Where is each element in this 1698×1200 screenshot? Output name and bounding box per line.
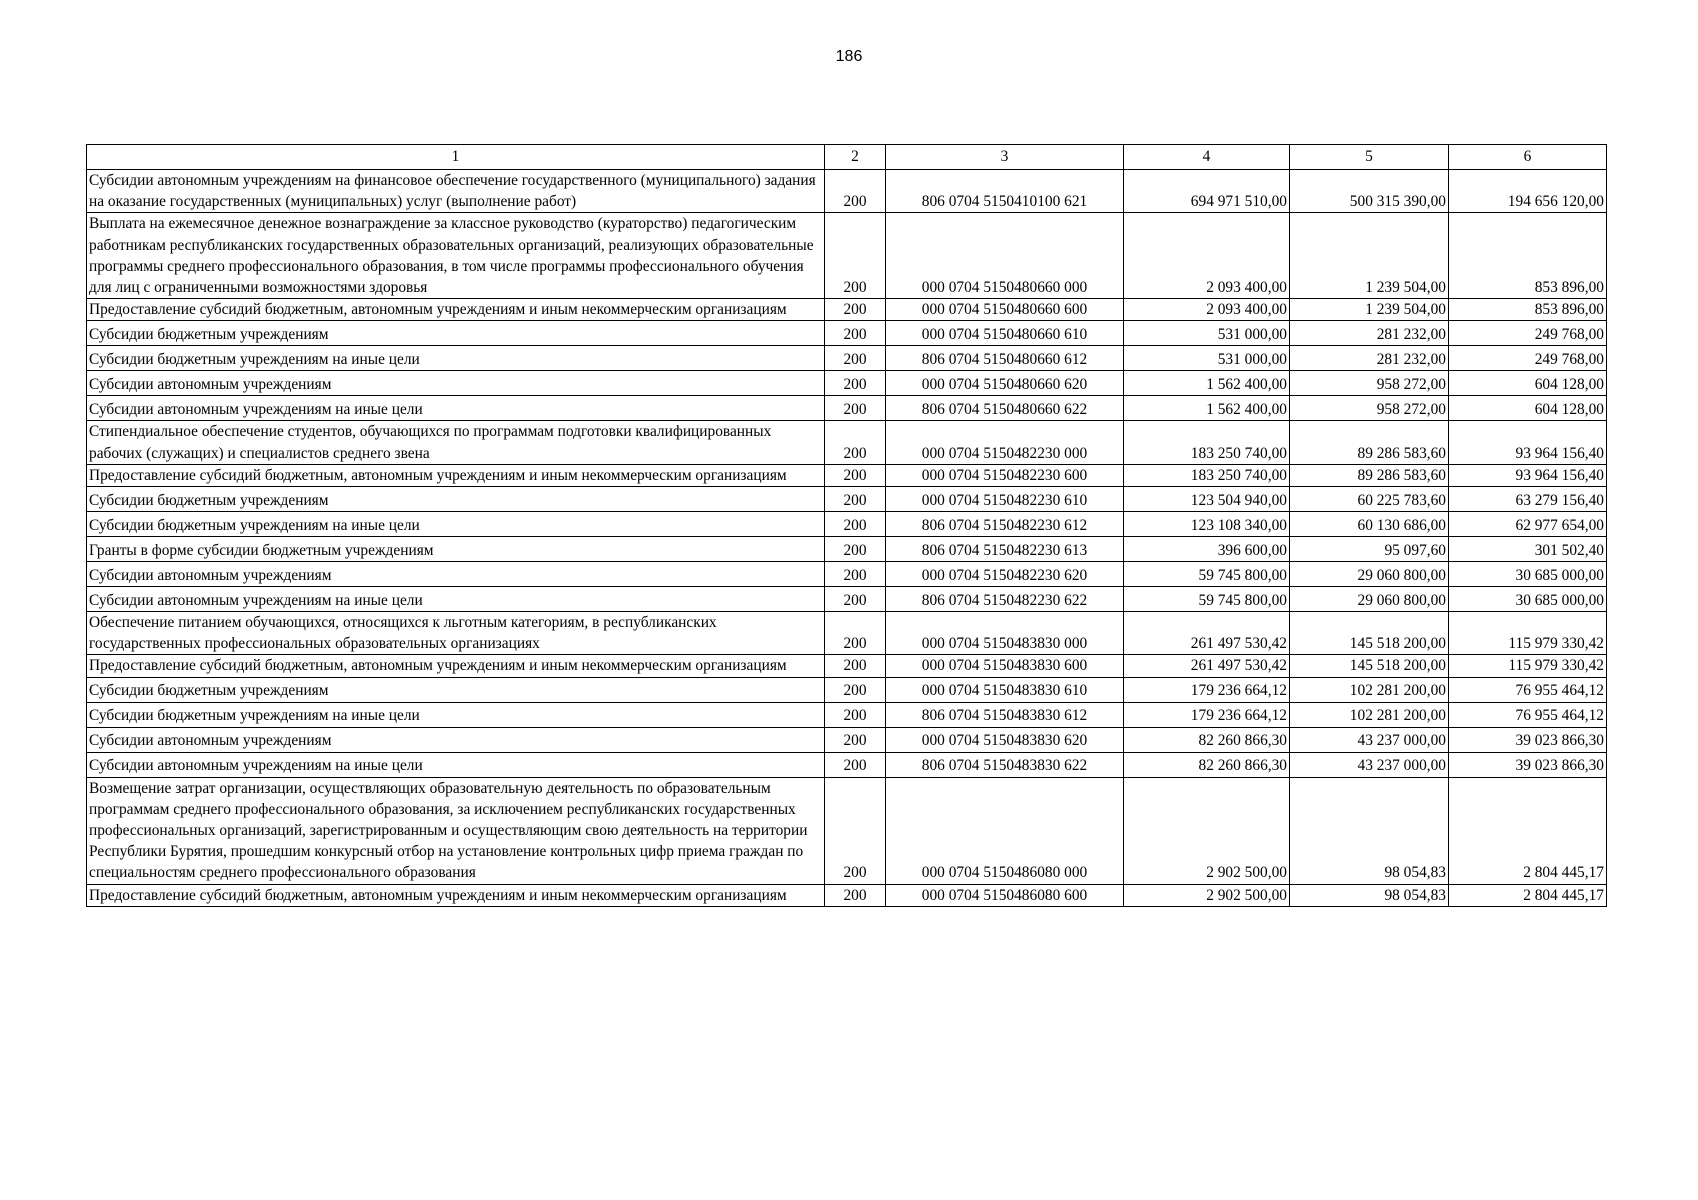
row-name-cell: Субсидии автономным учреждениям на иные цели — [87, 587, 825, 612]
row-amount-col6-cell: 604 128,00 — [1449, 371, 1607, 396]
row-amount-col4-cell: 261 497 530,42 — [1124, 655, 1290, 677]
row-amount-col5-cell: 958 272,00 — [1290, 396, 1449, 421]
row-amount-col4-cell: 59 745 800,00 — [1124, 587, 1290, 612]
row-amount-col6-cell: 194 656 120,00 — [1449, 170, 1607, 213]
row-code-cell: 806 0704 5150480660 612 — [886, 346, 1124, 371]
row-amount-col6-cell: 63 279 156,40 — [1449, 487, 1607, 512]
row-code-cell: 000 0704 5150480660 000 — [886, 213, 1124, 299]
row-amount-col6-cell: 76 955 464,12 — [1449, 677, 1607, 702]
row-amount-col4-cell: 123 108 340,00 — [1124, 512, 1290, 537]
row-amount-col4-cell: 183 250 740,00 — [1124, 464, 1290, 486]
table-row — [87, 321, 1607, 346]
row-chapter-cell: 200 — [825, 884, 886, 906]
table-row — [87, 512, 1607, 537]
row-code-cell: 000 0704 5150480660 600 — [886, 299, 1124, 321]
row-amount-col4-cell: 261 497 530,42 — [1124, 612, 1290, 655]
row-name-cell: Выплата на ежемесячное денежное вознаграждение за классное руководство (кураторство) педагогическим работникам республиканских государственных образовательных организаций, реализующих образовательные программы среднего профессионального образования, в том числе программы профессионального обучения для лиц с ограниченными возможностями здоровья — [87, 213, 825, 299]
row-name-cell: Субсидии бюджетным учреждениям на иные цели — [87, 512, 825, 537]
table-row — [87, 464, 1607, 486]
row-amount-col5-cell: 89 286 583,60 — [1290, 464, 1449, 486]
table-row — [87, 752, 1607, 777]
column-header-4: 4 — [1124, 145, 1290, 170]
row-amount-col5-cell: 500 315 390,00 — [1290, 170, 1449, 213]
row-amount-col6-cell: 2 804 445,17 — [1449, 777, 1607, 884]
row-amount-col4-cell: 179 236 664,12 — [1124, 702, 1290, 727]
table-row — [87, 537, 1607, 562]
row-name-cell: Гранты в форме субсидии бюджетным учреждениям — [87, 537, 825, 562]
row-code-cell: 806 0704 5150410100 621 — [886, 170, 1124, 213]
row-amount-col6-cell: 93 964 156,40 — [1449, 421, 1607, 464]
table-row — [87, 777, 1607, 884]
row-chapter-cell: 200 — [825, 396, 886, 421]
row-code-cell: 000 0704 5150486080 600 — [886, 884, 1124, 906]
row-code-cell: 000 0704 5150482230 610 — [886, 487, 1124, 512]
row-name-cell: Субсидии автономным учреждениям на финансовое обеспечение государственного (муниципального) задания на оказание государственных (муниципальных) услуг (выполнение работ) — [87, 170, 825, 213]
row-amount-col4-cell: 694 971 510,00 — [1124, 170, 1290, 213]
row-amount-col5-cell: 98 054,83 — [1290, 884, 1449, 906]
row-amount-col6-cell: 115 979 330,42 — [1449, 612, 1607, 655]
row-amount-col5-cell: 102 281 200,00 — [1290, 677, 1449, 702]
row-amount-col4-cell: 2 093 400,00 — [1124, 299, 1290, 321]
row-chapter-cell: 200 — [825, 487, 886, 512]
row-amount-col4-cell: 2 093 400,00 — [1124, 213, 1290, 299]
row-name-cell: Субсидии автономным учреждениям — [87, 371, 825, 396]
row-amount-col5-cell: 95 097,60 — [1290, 537, 1449, 562]
row-chapter-cell: 200 — [825, 346, 886, 371]
row-amount-col5-cell: 958 272,00 — [1290, 371, 1449, 396]
row-name-cell: Субсидии бюджетным учреждениям — [87, 321, 825, 346]
row-chapter-cell: 200 — [825, 421, 886, 464]
table-row — [87, 562, 1607, 587]
row-amount-col4-cell: 179 236 664,12 — [1124, 677, 1290, 702]
row-chapter-cell: 200 — [825, 512, 886, 537]
row-name-cell: Предоставление субсидий бюджетным, автономным учреждениям и иным некоммерческим организациям — [87, 884, 825, 906]
row-amount-col5-cell: 60 225 783,60 — [1290, 487, 1449, 512]
table-row — [87, 346, 1607, 371]
row-chapter-cell: 200 — [825, 537, 886, 562]
row-name-cell: Субсидии автономным учреждениям — [87, 727, 825, 752]
row-code-cell: 806 0704 5150483830 622 — [886, 752, 1124, 777]
row-amount-col6-cell: 853 896,00 — [1449, 299, 1607, 321]
column-header-1: 1 — [87, 145, 825, 170]
row-amount-col6-cell: 93 964 156,40 — [1449, 464, 1607, 486]
row-amount-col4-cell: 531 000,00 — [1124, 346, 1290, 371]
row-amount-col4-cell: 82 260 866,30 — [1124, 752, 1290, 777]
row-amount-col6-cell: 301 502,40 — [1449, 537, 1607, 562]
table-row — [87, 371, 1607, 396]
row-code-cell: 806 0704 5150482230 613 — [886, 537, 1124, 562]
row-amount-col4-cell: 59 745 800,00 — [1124, 562, 1290, 587]
row-chapter-cell: 200 — [825, 213, 886, 299]
table-row — [87, 677, 1607, 702]
row-code-cell: 000 0704 5150482230 000 — [886, 421, 1124, 464]
column-header-6: 6 — [1449, 145, 1607, 170]
row-code-cell: 000 0704 5150483830 610 — [886, 677, 1124, 702]
row-amount-col4-cell: 2 902 500,00 — [1124, 884, 1290, 906]
row-amount-col6-cell: 39 023 866,30 — [1449, 727, 1607, 752]
row-amount-col6-cell: 249 768,00 — [1449, 321, 1607, 346]
row-chapter-cell: 200 — [825, 612, 886, 655]
column-header-5: 5 — [1290, 145, 1449, 170]
row-code-cell: 806 0704 5150480660 622 — [886, 396, 1124, 421]
row-chapter-cell: 200 — [825, 562, 886, 587]
column-header-3: 3 — [886, 145, 1124, 170]
table-row — [87, 727, 1607, 752]
table-row — [87, 655, 1607, 677]
row-amount-col6-cell: 30 685 000,00 — [1449, 587, 1607, 612]
table-row — [87, 884, 1607, 906]
row-code-cell: 806 0704 5150483830 612 — [886, 702, 1124, 727]
row-name-cell: Предоставление субсидий бюджетным, автономным учреждениям и иным некоммерческим организациям — [87, 464, 825, 486]
row-amount-col4-cell: 396 600,00 — [1124, 537, 1290, 562]
row-amount-col5-cell: 1 239 504,00 — [1290, 213, 1449, 299]
row-name-cell: Субсидии бюджетным учреждениям на иные цели — [87, 346, 825, 371]
table-row — [87, 421, 1607, 464]
row-code-cell: 000 0704 5150480660 620 — [886, 371, 1124, 396]
table-row — [87, 702, 1607, 727]
row-name-cell: Субсидии бюджетным учреждениям — [87, 487, 825, 512]
row-amount-col5-cell: 281 232,00 — [1290, 321, 1449, 346]
row-chapter-cell: 200 — [825, 727, 886, 752]
row-amount-col6-cell: 76 955 464,12 — [1449, 702, 1607, 727]
row-name-cell: Стипендиальное обеспечение студентов, обучающихся по программам подготовки квалифицированных рабочих (служащих) и специалистов среднего звена — [87, 421, 825, 464]
row-code-cell: 806 0704 5150482230 612 — [886, 512, 1124, 537]
table-row — [87, 612, 1607, 655]
row-name-cell: Предоставление субсидий бюджетным, автономным учреждениям и иным некоммерческим организациям — [87, 299, 825, 321]
row-name-cell: Субсидии автономным учреждениям — [87, 562, 825, 587]
row-amount-col4-cell: 123 504 940,00 — [1124, 487, 1290, 512]
row-amount-col4-cell: 2 902 500,00 — [1124, 777, 1290, 884]
row-amount-col6-cell: 39 023 866,30 — [1449, 752, 1607, 777]
row-chapter-cell: 200 — [825, 299, 886, 321]
row-amount-col4-cell: 1 562 400,00 — [1124, 371, 1290, 396]
budget-table — [86, 144, 1607, 907]
row-chapter-cell: 200 — [825, 655, 886, 677]
row-name-cell: Субсидии бюджетным учреждениям на иные цели — [87, 702, 825, 727]
row-amount-col6-cell: 2 804 445,17 — [1449, 884, 1607, 906]
row-name-cell: Субсидии автономным учреждениям на иные цели — [87, 752, 825, 777]
row-amount-col6-cell: 249 768,00 — [1449, 346, 1607, 371]
row-amount-col6-cell: 30 685 000,00 — [1449, 562, 1607, 587]
row-amount-col5-cell: 281 232,00 — [1290, 346, 1449, 371]
row-name-cell: Предоставление субсидий бюджетным, автономным учреждениям и иным некоммерческим организациям — [87, 655, 825, 677]
row-chapter-cell: 200 — [825, 321, 886, 346]
row-chapter-cell: 200 — [825, 752, 886, 777]
table-body — [87, 170, 1607, 907]
row-amount-col6-cell: 62 977 654,00 — [1449, 512, 1607, 537]
row-amount-col4-cell: 183 250 740,00 — [1124, 421, 1290, 464]
row-amount-col5-cell: 145 518 200,00 — [1290, 612, 1449, 655]
row-amount-col6-cell: 853 896,00 — [1449, 213, 1607, 299]
row-amount-col5-cell: 145 518 200,00 — [1290, 655, 1449, 677]
row-chapter-cell: 200 — [825, 587, 886, 612]
row-name-cell: Субсидии бюджетным учреждениям — [87, 677, 825, 702]
row-code-cell: 000 0704 5150483830 620 — [886, 727, 1124, 752]
row-code-cell: 000 0704 5150482230 620 — [886, 562, 1124, 587]
row-chapter-cell: 200 — [825, 371, 886, 396]
row-amount-col4-cell: 1 562 400,00 — [1124, 396, 1290, 421]
page-number: 186 — [835, 48, 863, 65]
row-amount-col5-cell: 102 281 200,00 — [1290, 702, 1449, 727]
row-name-cell: Возмещение затрат организации, осуществляющих образовательную деятельность по образовательным программам среднего профессионального образования, за исключением республиканских государственных профессиональных организаций, зарегистрированным и осуществляющим свою деятельность на территории Республики Бурятия, прошедшим конкурсный отбор на установление контрольных цифр приема граждан по специальностям среднего профессионального образования — [87, 777, 825, 884]
row-amount-col5-cell: 43 237 000,00 — [1290, 727, 1449, 752]
table-row — [87, 396, 1607, 421]
table-row — [87, 170, 1607, 213]
row-amount-col4-cell: 531 000,00 — [1124, 321, 1290, 346]
row-amount-col5-cell: 43 237 000,00 — [1290, 752, 1449, 777]
table-row — [87, 213, 1607, 299]
row-amount-col6-cell: 604 128,00 — [1449, 396, 1607, 421]
header-row — [87, 145, 1607, 170]
row-code-cell: 000 0704 5150486080 000 — [886, 777, 1124, 884]
row-amount-col5-cell: 60 130 686,00 — [1290, 512, 1449, 537]
row-code-cell: 000 0704 5150480660 610 — [886, 321, 1124, 346]
row-amount-col5-cell: 1 239 504,00 — [1290, 299, 1449, 321]
row-chapter-cell: 200 — [825, 777, 886, 884]
row-code-cell: 000 0704 5150483830 600 — [886, 655, 1124, 677]
row-amount-col4-cell: 82 260 866,30 — [1124, 727, 1290, 752]
row-chapter-cell: 200 — [825, 702, 886, 727]
row-code-cell: 000 0704 5150482230 600 — [886, 464, 1124, 486]
row-amount-col5-cell: 29 060 800,00 — [1290, 562, 1449, 587]
row-chapter-cell: 200 — [825, 677, 886, 702]
column-header-2: 2 — [825, 145, 886, 170]
row-chapter-cell: 200 — [825, 464, 886, 486]
table-row — [87, 487, 1607, 512]
row-name-cell: Обеспечение питанием обучающихся, относящихся к льготным категориям, в республиканских государственных профессиональных образовательных организациях — [87, 612, 825, 655]
row-code-cell: 806 0704 5150482230 622 — [886, 587, 1124, 612]
row-name-cell: Субсидии автономным учреждениям на иные цели — [87, 396, 825, 421]
table-row — [87, 299, 1607, 321]
table-row — [87, 587, 1607, 612]
row-amount-col6-cell: 115 979 330,42 — [1449, 655, 1607, 677]
row-amount-col5-cell: 29 060 800,00 — [1290, 587, 1449, 612]
row-code-cell: 000 0704 5150483830 000 — [886, 612, 1124, 655]
row-chapter-cell: 200 — [825, 170, 886, 213]
row-amount-col5-cell: 98 054,83 — [1290, 777, 1449, 884]
row-amount-col5-cell: 89 286 583,60 — [1290, 421, 1449, 464]
